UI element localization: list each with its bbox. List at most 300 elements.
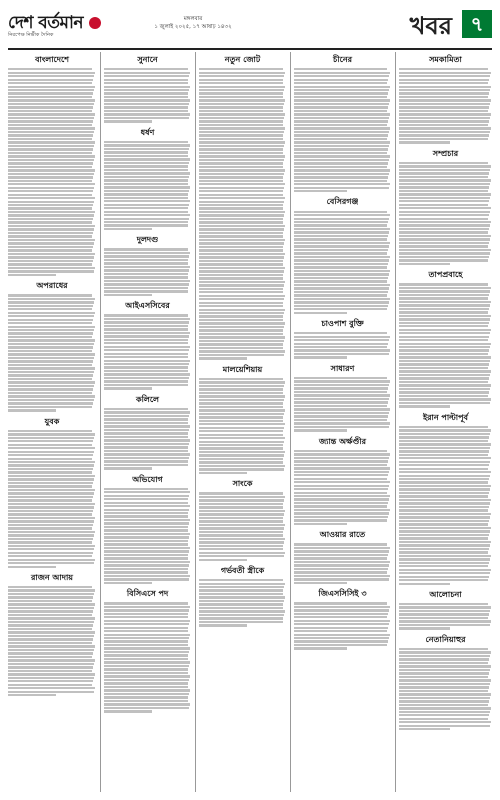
body-text-line: [199, 214, 284, 216]
body-text-line: [199, 399, 284, 401]
body-text-line: [8, 117, 94, 119]
body-text-line: [199, 517, 283, 519]
body-text-line: [399, 124, 488, 126]
body-text-line: [104, 543, 188, 545]
body-text-line: [104, 679, 189, 681]
body-text-line: [399, 447, 490, 449]
body-text-line: [199, 138, 283, 140]
body-text-line: [199, 461, 283, 463]
body-text-line: [294, 231, 389, 233]
body-text-line: [294, 120, 388, 122]
body-text-line: [104, 186, 190, 188]
body-text-line: [399, 346, 490, 348]
body-text-line: [104, 144, 190, 146]
body-text-line: [8, 548, 94, 550]
body-text-line: [104, 325, 188, 327]
body-text-line: [294, 401, 388, 403]
body-text-line: [294, 72, 390, 74]
body-text-line: [8, 319, 93, 321]
body-text-line: [399, 530, 490, 532]
body-text-line: [104, 89, 189, 91]
body-text-line: [104, 665, 189, 667]
body-text-line: [104, 148, 189, 150]
body-text-line: [104, 328, 188, 330]
news-story: [8, 416, 96, 568]
body-text-line: [399, 339, 488, 341]
body-text-line: [399, 221, 491, 223]
body-text-line: [399, 502, 490, 504]
body-text-line: [399, 579, 488, 581]
body-text-line: [294, 613, 388, 615]
body-text-line: [104, 689, 190, 691]
body-text-line: [199, 614, 284, 616]
body-text-line: [104, 165, 188, 167]
body-text-line: [8, 628, 92, 630]
body-text-line: [8, 68, 92, 70]
body-text-line: [294, 183, 390, 185]
body-text-line: [294, 218, 389, 220]
body-text-line: [399, 172, 489, 174]
body-text-line: [399, 381, 488, 383]
body-text-line: [8, 559, 95, 561]
body-text-line: [399, 325, 488, 327]
body-text-line: [8, 103, 94, 105]
body-text-line: [104, 578, 189, 580]
body-text-line: [294, 408, 390, 410]
body-text-line: [8, 329, 94, 331]
body-text-line: [199, 117, 284, 119]
body-text-line: [8, 545, 95, 547]
body-text-line: [8, 131, 94, 133]
body-text-line: [104, 387, 152, 389]
body-text-line: [399, 475, 490, 477]
body-text-line: [199, 124, 283, 126]
body-text-line: [8, 617, 95, 619]
body-text-line: [8, 145, 94, 147]
news-story: [399, 148, 492, 266]
body-text-line: [8, 267, 95, 269]
body-text-line: [8, 218, 93, 220]
body-text-line: [8, 173, 94, 175]
body-text-line: [399, 176, 488, 178]
body-text-line: [8, 263, 92, 265]
story-headline: আলোচনা: [429, 589, 462, 599]
body-text-line: [399, 127, 491, 129]
story-headline: সম্প্রচার: [432, 148, 459, 158]
news-story: [294, 436, 391, 526]
body-text-line: [199, 162, 283, 164]
body-text-line: [199, 322, 285, 324]
section-title: খবর: [409, 12, 452, 40]
body-text-line: [399, 75, 490, 77]
body-text-line: [399, 541, 491, 543]
body-text-line: [8, 204, 93, 206]
body-text-line: [294, 412, 389, 414]
body-text-line: [294, 305, 388, 307]
body-text-line: [199, 134, 283, 136]
body-text-line: [199, 155, 285, 157]
body-text-line: [199, 166, 283, 168]
body-text-line: [294, 284, 390, 286]
story-headline: চীনের: [333, 55, 352, 64]
body-text-line: [199, 159, 284, 161]
body-text-line: [104, 211, 188, 213]
body-text-line: [399, 485, 491, 487]
body-text-line: [199, 305, 283, 307]
body-text-line: [104, 117, 189, 119]
body-text-line: [199, 513, 284, 515]
body-text-line: [199, 183, 285, 185]
body-text-line: [8, 440, 93, 442]
body-text-line: [8, 555, 92, 557]
body-text-line: [294, 471, 389, 473]
body-text-line: [8, 694, 56, 696]
body-text-line: [199, 148, 283, 150]
body-text-line: [199, 555, 284, 557]
body-text-line: [199, 468, 284, 470]
body-text-line: [399, 214, 489, 216]
body-text-line: [104, 640, 188, 642]
body-text-line: [8, 517, 95, 519]
body-text-line: [104, 318, 190, 320]
body-text-line: [294, 79, 388, 81]
body-text-line: [294, 308, 387, 310]
body-text-line: [8, 106, 93, 108]
body-text-line: [199, 141, 285, 143]
body-text-line: [399, 624, 490, 626]
body-text-line: [399, 576, 489, 578]
body-text-line: [104, 634, 190, 636]
body-text-line: [294, 110, 387, 112]
body-text-line: [199, 552, 285, 554]
news-story: [399, 412, 492, 585]
body-text-line: [399, 606, 491, 608]
body-text-line: [294, 332, 387, 334]
body-text-line: [294, 640, 388, 642]
body-text-line: [199, 409, 285, 411]
body-text-line: [8, 447, 95, 449]
body-text-line: [8, 635, 94, 637]
body-text-line: [294, 485, 389, 487]
body-text-line: [399, 367, 488, 369]
body-text-line: [199, 454, 284, 456]
body-text-line: [8, 260, 93, 262]
body-text-line: [199, 72, 285, 74]
body-text-line: [199, 343, 283, 345]
body-text-line: [294, 568, 388, 570]
body-text-line: [294, 141, 390, 143]
body-text-line: [399, 651, 491, 653]
body-text-line: [294, 464, 387, 466]
body-text-line: [399, 106, 489, 108]
body-text-line: [104, 342, 188, 344]
body-text-line: [294, 117, 389, 119]
body-text-line: [104, 349, 189, 351]
body-text-line: [104, 283, 189, 285]
body-text-line: [8, 600, 92, 602]
body-text-line: [104, 460, 188, 462]
body-text-line: [294, 89, 389, 91]
body-text-line: [294, 394, 390, 396]
body-text-line: [399, 218, 488, 220]
body-text-line: [8, 663, 94, 665]
body-text-line: [399, 82, 488, 84]
body-text-line: [199, 583, 285, 585]
body-text-line: [8, 190, 93, 192]
body-text-line: [8, 656, 92, 658]
body-text-line: [104, 602, 188, 604]
body-text-line: [104, 370, 188, 372]
body-text-line: [399, 249, 491, 251]
body-text-line: [8, 308, 92, 310]
body-text-line: [8, 274, 56, 276]
body-text-line: [104, 536, 189, 538]
body-text-line: [199, 207, 283, 209]
news-story: [294, 54, 391, 192]
body-text-line: [199, 246, 283, 248]
body-text-line: [399, 725, 490, 727]
body-text-line: [8, 357, 94, 359]
news-story: [8, 280, 96, 411]
masthead-rule: [8, 48, 492, 50]
body-text-line: [104, 658, 188, 660]
body-text-line: [104, 273, 188, 275]
body-text-line: [104, 380, 188, 382]
body-text-line: [399, 665, 491, 667]
news-story: [104, 474, 191, 585]
body-text-line: [399, 131, 490, 133]
body-text-line: [8, 207, 92, 209]
body-text-line: [199, 492, 283, 494]
body-text-line: [8, 638, 93, 640]
body-text-line: [294, 259, 389, 261]
body-text-line: [399, 72, 491, 74]
body-text-line: [8, 464, 94, 466]
body-text-line: [294, 488, 388, 490]
body-text-line: [199, 340, 284, 342]
body-text-line: [104, 280, 190, 282]
body-text-line: [8, 127, 95, 129]
body-text-line: [294, 550, 389, 552]
body-text-line: [104, 79, 188, 81]
body-text-line: [104, 287, 188, 289]
body-text-line: [399, 509, 488, 511]
body-text-line: [8, 673, 95, 675]
body-text-line: [294, 349, 390, 351]
body-text-line: [199, 152, 283, 154]
column-5: [399, 52, 492, 792]
body-text-line: [294, 221, 388, 223]
body-text-line: [294, 630, 387, 632]
body-text-line: [104, 606, 190, 608]
body-text-line: [399, 207, 491, 209]
body-text-line: [8, 86, 95, 88]
body-text-line: [104, 509, 189, 511]
body-text-line: [294, 523, 347, 525]
body-text-line: [294, 277, 388, 279]
body-text-line: [399, 620, 491, 622]
body-text-line: [104, 162, 189, 164]
news-story: [104, 394, 191, 470]
body-text-line: [294, 211, 387, 213]
body-text-line: [104, 200, 190, 202]
body-text-line: [399, 429, 491, 431]
body-text-line: [294, 127, 390, 129]
body-text-line: [104, 353, 188, 355]
body-text-line: [294, 543, 387, 545]
body-text-line: [104, 113, 190, 115]
body-text-line: [104, 564, 189, 566]
body-text-line: [8, 395, 95, 397]
body-text-line: [8, 489, 95, 491]
body-text-line: [8, 645, 95, 647]
body-text-line: [8, 593, 94, 595]
body-text-line: [199, 596, 285, 598]
body-text-line: [294, 457, 389, 459]
body-text-line: [399, 683, 490, 685]
body-text-line: [104, 675, 190, 677]
body-text-line: [399, 426, 488, 428]
body-text-line: [104, 373, 190, 375]
body-text-line: [8, 187, 94, 189]
body-text-line: [104, 429, 189, 431]
body-text-line: [8, 256, 94, 258]
body-text-line: [8, 152, 92, 154]
body-text-line: [294, 298, 390, 300]
body-text-line: [104, 533, 190, 535]
body-text-line: [199, 381, 285, 383]
body-text-line: [399, 648, 488, 650]
body-text-line: [399, 398, 491, 400]
body-text-line: [8, 249, 92, 251]
body-text-line: [104, 495, 189, 497]
story-headline: সমকামিতা: [429, 55, 462, 64]
body-text-line: [399, 96, 488, 98]
body-text-line: [399, 89, 490, 91]
body-text-line: [8, 433, 95, 435]
body-text-line: [104, 96, 188, 98]
body-text-line: [104, 346, 190, 348]
body-text-line: [104, 377, 189, 379]
body-text-line: [8, 371, 94, 373]
news-story: [199, 364, 286, 475]
body-text-line: [104, 425, 190, 427]
body-text-line: [8, 72, 95, 74]
body-text-line: [8, 350, 92, 352]
news-story: [294, 363, 391, 432]
body-text-line: [294, 346, 387, 348]
body-text-line: [104, 682, 188, 684]
body-text-line: [104, 82, 188, 84]
body-text-line: [104, 526, 188, 528]
story-headline: অভিযোগ: [132, 474, 163, 484]
body-text-line: [8, 374, 93, 376]
body-text-line: [8, 228, 94, 230]
body-text-line: [104, 627, 188, 629]
body-text-line: [294, 92, 388, 94]
body-text-line: [399, 440, 488, 442]
body-text-line: [199, 221, 283, 223]
body-text-line: [199, 260, 283, 262]
body-text-line: [8, 458, 92, 460]
body-text-line: [294, 620, 390, 622]
body-text-line: [399, 457, 491, 459]
body-text-line: [399, 655, 490, 657]
body-text-line: [399, 488, 490, 490]
body-text-line: [199, 326, 284, 328]
body-text-line: [399, 252, 490, 254]
body-text-line: [104, 630, 188, 632]
body-text-line: [199, 239, 285, 241]
body-text-line: [399, 356, 491, 358]
body-text-line: [8, 326, 95, 328]
body-text-line: [399, 141, 450, 143]
body-text-line: [399, 304, 490, 306]
story-headline: গর্ভবতী স্ত্রীকে: [220, 565, 265, 575]
body-text-line: [199, 610, 285, 612]
body-text-line: [8, 197, 95, 199]
news-story: [399, 54, 492, 144]
body-text-line: [8, 649, 94, 651]
body-text-line: [199, 423, 285, 425]
body-text-line: [399, 183, 490, 185]
body-text-line: [294, 152, 387, 154]
body-text-line: [8, 621, 94, 623]
body-text-line: [104, 637, 189, 639]
body-text-line: [104, 651, 189, 653]
body-text-line: [294, 575, 390, 577]
body-text-line: [294, 419, 387, 421]
story-headline: সুনানে: [137, 55, 158, 64]
body-text-line: [294, 647, 347, 649]
body-text-line: [399, 336, 489, 338]
body-text-line: [8, 461, 95, 463]
body-text-line: [399, 669, 490, 671]
body-text-line: [294, 627, 388, 629]
body-text-line: [294, 180, 387, 182]
news-story: [104, 588, 191, 713]
news-story: [199, 565, 286, 627]
body-text-line: [8, 148, 93, 150]
body-text-line: [199, 173, 284, 175]
news-story: [104, 54, 191, 123]
news-story: [104, 300, 191, 390]
body-text-line: [399, 256, 489, 258]
page-number: ৭: [462, 10, 492, 38]
body-text-line: [199, 96, 283, 98]
body-text-line: [199, 503, 283, 505]
body-text-line: [8, 503, 95, 505]
body-text-line: [8, 214, 94, 216]
body-text-line: [294, 609, 389, 611]
body-text-line: [294, 249, 388, 251]
news-story: [104, 127, 191, 231]
body-text-line: [199, 617, 283, 619]
body-text-line: [399, 405, 450, 407]
body-text-line: [104, 450, 188, 452]
body-text-line: [104, 439, 190, 441]
body-text-line: [8, 312, 95, 314]
body-text-line: [8, 99, 95, 101]
body-text-line: [294, 519, 387, 521]
body-text-line: [399, 86, 491, 88]
body-text-line: [294, 75, 389, 77]
body-text-line: [8, 524, 93, 526]
body-text-line: [199, 593, 283, 595]
body-text-line: [399, 99, 491, 101]
body-text-line: [8, 162, 93, 164]
story-headline: বিসিএসে পদ: [126, 589, 169, 599]
